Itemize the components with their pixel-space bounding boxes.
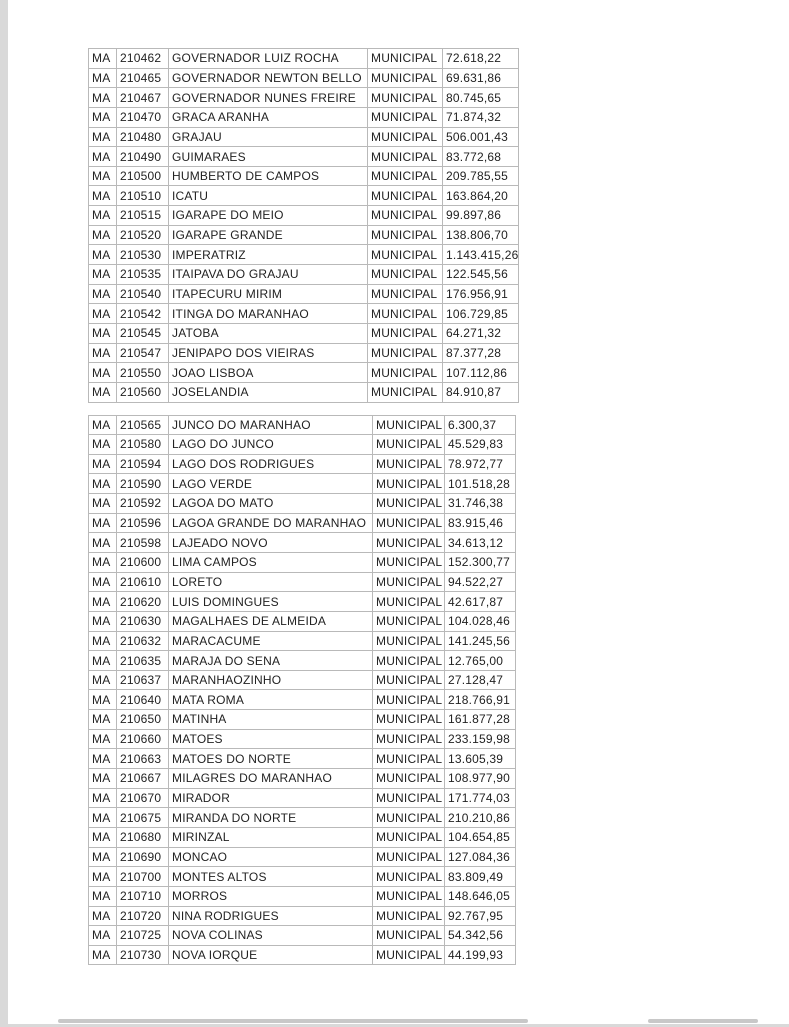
ibge-code-cell: 210663 (117, 749, 169, 769)
municipality-name-cell: JUNCO DO MARANHAO (169, 415, 373, 435)
ibge-code-cell: 210470 (117, 107, 169, 127)
table-row (89, 729, 516, 749)
value-cell: 44.199,93 (445, 945, 516, 965)
value-cell: 94.522,27 (445, 572, 516, 592)
value-cell: 122.545,56 (443, 265, 519, 285)
municipality-name-cell: IGARAPE GRANDE (169, 225, 368, 245)
table-row (89, 631, 516, 651)
table-row (89, 225, 519, 245)
footer-text-fragment (58, 1019, 528, 1023)
value-cell: 54.342,56 (445, 926, 516, 946)
municipality-name-cell: JATOBA (169, 323, 368, 343)
sphere-cell: MUNICIPAL (373, 454, 445, 474)
table-row (89, 906, 516, 926)
uf-cell: MA (89, 769, 117, 789)
ibge-code-cell: 210515 (117, 206, 169, 226)
table-row (89, 206, 519, 226)
uf-cell: MA (89, 690, 117, 710)
table-row (89, 147, 519, 167)
sphere-cell: MUNICIPAL (373, 906, 445, 926)
table-row (89, 592, 516, 612)
table-row (89, 827, 516, 847)
municipality-name-cell: GUIMARAES (169, 147, 368, 167)
uf-cell: MA (89, 827, 117, 847)
ibge-code-cell: 210480 (117, 127, 169, 147)
table-row (89, 670, 516, 690)
value-cell: 83.772,68 (443, 147, 519, 167)
uf-cell: MA (89, 49, 117, 69)
sphere-cell: MUNICIPAL (373, 749, 445, 769)
sphere-cell: MUNICIPAL (368, 323, 443, 343)
sphere-cell: MUNICIPAL (368, 107, 443, 127)
uf-cell: MA (89, 886, 117, 906)
sphere-cell: MUNICIPAL (368, 225, 443, 245)
ibge-code-cell: 210580 (117, 435, 169, 455)
ibge-code-cell: 210490 (117, 147, 169, 167)
sphere-cell: MUNICIPAL (373, 670, 445, 690)
sphere-cell: MUNICIPAL (368, 147, 443, 167)
uf-cell: MA (89, 435, 117, 455)
table-row (89, 749, 516, 769)
sphere-cell: MUNICIPAL (368, 166, 443, 186)
ibge-code-cell: 210565 (117, 415, 169, 435)
sphere-cell: MUNICIPAL (368, 265, 443, 285)
sphere-cell: MUNICIPAL (373, 867, 445, 887)
municipality-name-cell: MATA ROMA (169, 690, 373, 710)
value-cell: 13.605,39 (445, 749, 516, 769)
value-cell: 210.210,86 (445, 808, 516, 828)
uf-cell: MA (89, 847, 117, 867)
uf-cell: MA (89, 166, 117, 186)
uf-cell: MA (89, 631, 117, 651)
municipality-name-cell: ITAPECURU MIRIM (169, 284, 368, 304)
table-body (89, 415, 516, 965)
sphere-cell: MUNICIPAL (373, 631, 445, 651)
municipality-name-cell: NINA RODRIGUES (169, 906, 373, 926)
sphere-cell: MUNICIPAL (368, 186, 443, 206)
municipality-name-cell: MATINHA (169, 710, 373, 730)
sphere-cell: MUNICIPAL (373, 592, 445, 612)
municipality-name-cell: LAGO DO JUNCO (169, 435, 373, 455)
table-row (89, 323, 519, 343)
value-cell: 84.910,87 (443, 382, 519, 402)
table-row (89, 513, 516, 533)
table-row (89, 533, 516, 553)
value-cell: 31.746,38 (445, 494, 516, 514)
footer-date-fragment (648, 1019, 758, 1023)
value-cell: 80.745,65 (443, 88, 519, 108)
ibge-code-cell: 210467 (117, 88, 169, 108)
sphere-cell: MUNICIPAL (373, 808, 445, 828)
ibge-code-cell: 210690 (117, 847, 169, 867)
value-cell: 87.377,28 (443, 343, 519, 363)
municipality-name-cell: MIRADOR (169, 788, 373, 808)
municipality-name-cell: MARANHAOZINHO (169, 670, 373, 690)
table-row (89, 886, 516, 906)
table-row (89, 494, 516, 514)
ibge-code-cell: 210632 (117, 631, 169, 651)
uf-cell: MA (89, 592, 117, 612)
sphere-cell: MUNICIPAL (373, 533, 445, 553)
value-cell: 64.271,32 (443, 323, 519, 343)
municipality-name-cell: GOVERNADOR NEWTON BELLO (169, 68, 368, 88)
table-row (89, 474, 516, 494)
sphere-cell: MUNICIPAL (373, 572, 445, 592)
sphere-cell: MUNICIPAL (368, 49, 443, 69)
ibge-code-cell: 210640 (117, 690, 169, 710)
table-row (89, 304, 519, 324)
sphere-cell: MUNICIPAL (373, 926, 445, 946)
value-cell: 176.956,91 (443, 284, 519, 304)
table-row (89, 867, 516, 887)
uf-cell: MA (89, 454, 117, 474)
table-row (89, 186, 519, 206)
municipality-name-cell: MIRANDA DO NORTE (169, 808, 373, 828)
municipality-name-cell: MATOES (169, 729, 373, 749)
table-row (89, 435, 516, 455)
value-cell: 6.300,37 (445, 415, 516, 435)
value-cell: 27.128,47 (445, 670, 516, 690)
municipality-name-cell: ITINGA DO MARANHAO (169, 304, 368, 324)
ibge-code-cell: 210465 (117, 68, 169, 88)
sphere-cell: MUNICIPAL (368, 343, 443, 363)
page-footer-cut-off (58, 1017, 758, 1027)
uf-cell: MA (89, 343, 117, 363)
municipality-name-cell: LIMA CAMPOS (169, 552, 373, 572)
value-cell: 83.809,49 (445, 867, 516, 887)
table-row (89, 788, 516, 808)
uf-cell: MA (89, 945, 117, 965)
uf-cell: MA (89, 474, 117, 494)
uf-cell: MA (89, 88, 117, 108)
ibge-code-cell: 210710 (117, 886, 169, 906)
uf-cell: MA (89, 611, 117, 631)
ibge-code-cell: 210550 (117, 363, 169, 383)
municipal-values-table-1 (88, 48, 519, 403)
sphere-cell: MUNICIPAL (373, 769, 445, 789)
municipal-values-table-2 (88, 415, 516, 966)
ibge-code-cell: 210700 (117, 867, 169, 887)
ibge-code-cell: 210660 (117, 729, 169, 749)
ibge-code-cell: 210637 (117, 670, 169, 690)
table-row (89, 127, 519, 147)
value-cell: 163.864,20 (443, 186, 519, 206)
table-row (89, 284, 519, 304)
document-page (8, 0, 789, 1024)
uf-cell: MA (89, 265, 117, 285)
municipality-name-cell: JOSELANDIA (169, 382, 368, 402)
municipality-name-cell: JENIPAPO DOS VIEIRAS (169, 343, 368, 363)
ibge-code-cell: 210594 (117, 454, 169, 474)
table-row (89, 166, 519, 186)
sphere-cell: MUNICIPAL (368, 382, 443, 402)
value-cell: 78.972,77 (445, 454, 516, 474)
uf-cell: MA (89, 323, 117, 343)
municipality-name-cell: JOAO LISBOA (169, 363, 368, 383)
value-cell: 71.874,32 (443, 107, 519, 127)
table-row (89, 690, 516, 710)
uf-cell: MA (89, 749, 117, 769)
table-body (89, 49, 519, 403)
ibge-code-cell: 210600 (117, 552, 169, 572)
ibge-code-cell: 210675 (117, 808, 169, 828)
sphere-cell: MUNICIPAL (368, 127, 443, 147)
value-cell: 99.897,86 (443, 206, 519, 226)
ibge-code-cell: 210462 (117, 49, 169, 69)
uf-cell: MA (89, 147, 117, 167)
table-row (89, 343, 519, 363)
municipality-name-cell: LUIS DOMINGUES (169, 592, 373, 612)
value-cell: 104.654,85 (445, 827, 516, 847)
sphere-cell: MUNICIPAL (373, 945, 445, 965)
value-cell: 141.245,56 (445, 631, 516, 651)
value-cell: 209.785,55 (443, 166, 519, 186)
table-row (89, 88, 519, 108)
value-cell: 218.766,91 (445, 690, 516, 710)
sphere-cell: MUNICIPAL (373, 474, 445, 494)
sphere-cell: MUNICIPAL (373, 827, 445, 847)
value-cell: 127.084,36 (445, 847, 516, 867)
ibge-code-cell: 210530 (117, 245, 169, 265)
table-row (89, 382, 519, 402)
municipality-name-cell: NOVA IORQUE (169, 945, 373, 965)
municipality-name-cell: LAGOA DO MATO (169, 494, 373, 514)
sphere-cell: MUNICIPAL (368, 304, 443, 324)
uf-cell: MA (89, 651, 117, 671)
municipality-name-cell: MATOES DO NORTE (169, 749, 373, 769)
municipality-name-cell: LAGO VERDE (169, 474, 373, 494)
uf-cell: MA (89, 304, 117, 324)
sphere-cell: MUNICIPAL (368, 284, 443, 304)
municipality-name-cell: HUMBERTO DE CAMPOS (169, 166, 368, 186)
municipality-name-cell: IMPERATRIZ (169, 245, 368, 265)
value-cell: 148.646,05 (445, 886, 516, 906)
uf-cell: MA (89, 513, 117, 533)
table-row (89, 454, 516, 474)
uf-cell: MA (89, 186, 117, 206)
table-row (89, 611, 516, 631)
table-row (89, 710, 516, 730)
ibge-code-cell: 210510 (117, 186, 169, 206)
sphere-cell: MUNICIPAL (373, 729, 445, 749)
sphere-cell: MUNICIPAL (373, 435, 445, 455)
municipality-name-cell: MARAJA DO SENA (169, 651, 373, 671)
sphere-cell: MUNICIPAL (368, 88, 443, 108)
table-row (89, 107, 519, 127)
value-cell: 108.977,90 (445, 769, 516, 789)
uf-cell: MA (89, 245, 117, 265)
table-row (89, 49, 519, 69)
ibge-code-cell: 210598 (117, 533, 169, 553)
value-cell: 42.617,87 (445, 592, 516, 612)
value-cell: 12.765,00 (445, 651, 516, 671)
municipality-name-cell: GOVERNADOR LUIZ ROCHA (169, 49, 368, 69)
table-row (89, 245, 519, 265)
municipality-name-cell: MAGALHAES DE ALMEIDA (169, 611, 373, 631)
uf-cell: MA (89, 710, 117, 730)
ibge-code-cell: 210592 (117, 494, 169, 514)
ibge-code-cell: 210535 (117, 265, 169, 285)
ibge-code-cell: 210650 (117, 710, 169, 730)
ibge-code-cell: 210560 (117, 382, 169, 402)
ibge-code-cell: 210730 (117, 945, 169, 965)
value-cell: 107.112,86 (443, 363, 519, 383)
table-row (89, 415, 516, 435)
uf-cell: MA (89, 494, 117, 514)
sphere-cell: MUNICIPAL (373, 611, 445, 631)
municipality-name-cell: LAGOA GRANDE DO MARANHAO (169, 513, 373, 533)
ibge-code-cell: 210635 (117, 651, 169, 671)
uf-cell: MA (89, 926, 117, 946)
municipality-name-cell: MONTES ALTOS (169, 867, 373, 887)
table-row (89, 651, 516, 671)
ibge-code-cell: 210720 (117, 906, 169, 926)
sphere-cell: MUNICIPAL (373, 690, 445, 710)
value-cell: 152.300,77 (445, 552, 516, 572)
municipality-name-cell: GOVERNADOR NUNES FREIRE (169, 88, 368, 108)
value-cell: 101.518,28 (445, 474, 516, 494)
ibge-code-cell: 210547 (117, 343, 169, 363)
uf-cell: MA (89, 363, 117, 383)
table-row (89, 552, 516, 572)
value-cell: 106.729,85 (443, 304, 519, 324)
uf-cell: MA (89, 127, 117, 147)
table-row (89, 945, 516, 965)
sphere-cell: MUNICIPAL (368, 206, 443, 226)
value-cell: 233.159,98 (445, 729, 516, 749)
uf-cell: MA (89, 906, 117, 926)
sphere-cell: MUNICIPAL (373, 847, 445, 867)
ibge-code-cell: 210590 (117, 474, 169, 494)
sphere-cell: MUNICIPAL (373, 886, 445, 906)
uf-cell: MA (89, 572, 117, 592)
value-cell: 1.143.415,26 (443, 245, 519, 265)
ibge-code-cell: 210520 (117, 225, 169, 245)
uf-cell: MA (89, 533, 117, 553)
municipality-name-cell: GRAJAU (169, 127, 368, 147)
ibge-code-cell: 210725 (117, 926, 169, 946)
sphere-cell: MUNICIPAL (368, 245, 443, 265)
uf-cell: MA (89, 788, 117, 808)
ibge-code-cell: 210667 (117, 769, 169, 789)
uf-cell: MA (89, 552, 117, 572)
uf-cell: MA (89, 206, 117, 226)
municipality-name-cell: MIRINZAL (169, 827, 373, 847)
value-cell: 161.877,28 (445, 710, 516, 730)
municipality-name-cell: MILAGRES DO MARANHAO (169, 769, 373, 789)
value-cell: 34.613,12 (445, 533, 516, 553)
municipality-name-cell: LAGO DOS RODRIGUES (169, 454, 373, 474)
table-row (89, 572, 516, 592)
sphere-cell: MUNICIPAL (373, 494, 445, 514)
municipality-name-cell: MONCAO (169, 847, 373, 867)
uf-cell: MA (89, 729, 117, 749)
uf-cell: MA (89, 867, 117, 887)
municipality-name-cell: IGARAPE DO MEIO (169, 206, 368, 226)
ibge-code-cell: 210545 (117, 323, 169, 343)
uf-cell: MA (89, 284, 117, 304)
value-cell: 72.618,22 (443, 49, 519, 69)
ibge-code-cell: 210630 (117, 611, 169, 631)
municipality-name-cell: ICATU (169, 186, 368, 206)
sphere-cell: MUNICIPAL (373, 415, 445, 435)
table-row (89, 847, 516, 867)
municipality-name-cell: NOVA COLINAS (169, 926, 373, 946)
uf-cell: MA (89, 107, 117, 127)
table-row (89, 363, 519, 383)
municipality-name-cell: LAJEADO NOVO (169, 533, 373, 553)
ibge-code-cell: 210670 (117, 788, 169, 808)
ibge-code-cell: 210500 (117, 166, 169, 186)
sphere-cell: MUNICIPAL (368, 363, 443, 383)
value-cell: 92.767,95 (445, 906, 516, 926)
sphere-cell: MUNICIPAL (373, 552, 445, 572)
uf-cell: MA (89, 415, 117, 435)
value-cell: 138.806,70 (443, 225, 519, 245)
ibge-code-cell: 210596 (117, 513, 169, 533)
value-cell: 104.028,46 (445, 611, 516, 631)
ibge-code-cell: 210610 (117, 572, 169, 592)
sphere-cell: MUNICIPAL (373, 788, 445, 808)
uf-cell: MA (89, 382, 117, 402)
value-cell: 45.529,83 (445, 435, 516, 455)
uf-cell: MA (89, 808, 117, 828)
table-row (89, 769, 516, 789)
value-cell: 83.915,46 (445, 513, 516, 533)
table-row (89, 926, 516, 946)
municipality-name-cell: LORETO (169, 572, 373, 592)
value-cell: 69.631,86 (443, 68, 519, 88)
ibge-code-cell: 210680 (117, 827, 169, 847)
sphere-cell: MUNICIPAL (373, 710, 445, 730)
table-row (89, 265, 519, 285)
ibge-code-cell: 210620 (117, 592, 169, 612)
ibge-code-cell: 210540 (117, 284, 169, 304)
sphere-cell: MUNICIPAL (373, 513, 445, 533)
uf-cell: MA (89, 670, 117, 690)
municipality-name-cell: MORROS (169, 886, 373, 906)
table-row (89, 68, 519, 88)
value-cell: 506.001,43 (443, 127, 519, 147)
sphere-cell: MUNICIPAL (368, 68, 443, 88)
uf-cell: MA (89, 225, 117, 245)
ibge-code-cell: 210542 (117, 304, 169, 324)
municipality-name-cell: GRACA ARANHA (169, 107, 368, 127)
table-row (89, 808, 516, 828)
municipality-name-cell: MARACACUME (169, 631, 373, 651)
value-cell: 171.774,03 (445, 788, 516, 808)
municipality-name-cell: ITAIPAVA DO GRAJAU (169, 265, 368, 285)
sphere-cell: MUNICIPAL (373, 651, 445, 671)
uf-cell: MA (89, 68, 117, 88)
